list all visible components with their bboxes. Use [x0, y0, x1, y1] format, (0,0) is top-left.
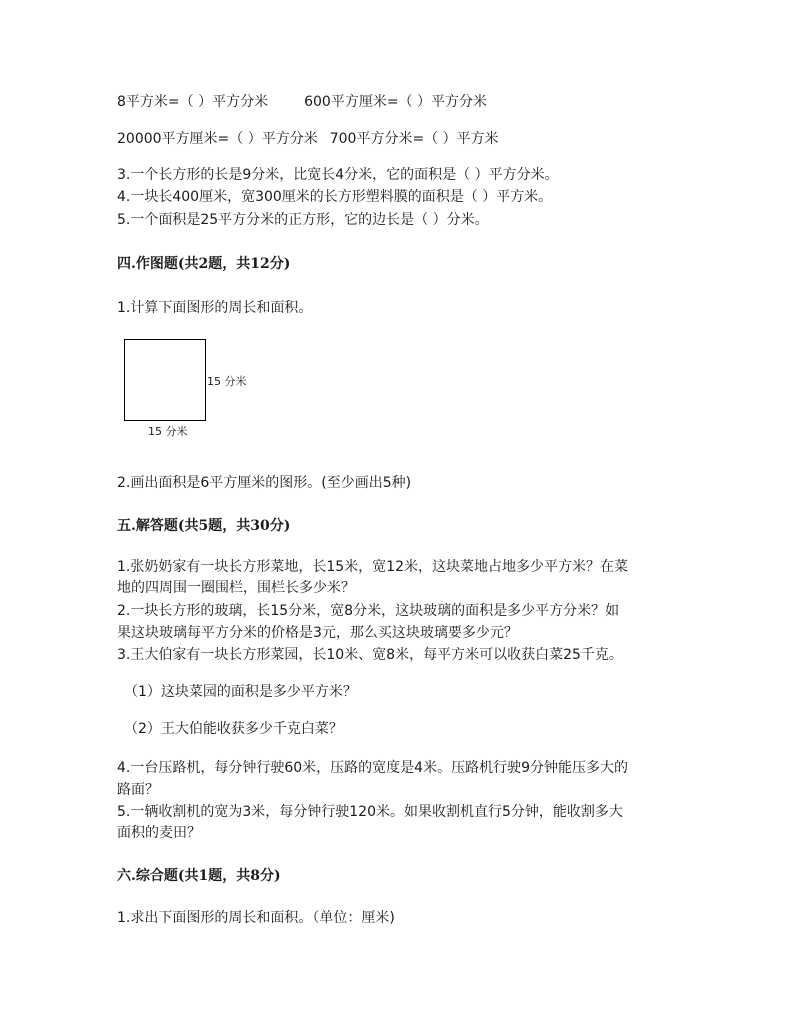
- section-5-question-4-line-1: 4.一台压路机，每分钟行驶60米，压路的宽度是4米。压路机行驶9分钟能压多大的: [117, 760, 628, 776]
- section-5-question-3-sub-1: （1）这块菜园的面积是多少平方米？: [124, 684, 357, 700]
- question-3: 3.一个长方形的长是9分米，比宽长4分米，它的面积是（ ）平方分米。: [117, 167, 559, 183]
- conversion-item: 20000平方厘米=（ ）平方分米: [117, 131, 318, 147]
- section-5-question-2-line-2: 果这块玻璃每平方分米的价格是3元，那么买这块玻璃要多少元？: [117, 625, 518, 641]
- section-5-question-5-line-1: 5.一辆收割机的宽为3米，每分钟行驶120米。如果收割机直行5分钟，能收割多大: [117, 804, 623, 820]
- section-5-heading: 五.解答题(共5题，共30分): [117, 518, 291, 534]
- square-figure: [117, 336, 287, 440]
- section-5-question-3: 3.王大伯家有一块长方形菜园，长10米、宽8米，每平方米可以收获白菜25千克。: [117, 647, 623, 663]
- conversion-row-1: [117, 92, 487, 112]
- section-4-heading: 四.作图题(共2题，共12分): [117, 256, 291, 272]
- section-6-question-1: 1.求出下面图形的周长和面积。（单位：厘米): [117, 910, 395, 926]
- section-5-question-5-line-2: 面积的麦田？: [117, 825, 201, 841]
- square-bottom-label: 15 分米: [148, 425, 188, 438]
- conversion-item: 8平方米=（ ）平方分米: [117, 94, 269, 110]
- conversion-row-2: [117, 129, 499, 149]
- section-5-question-4-line-2: 路面？: [117, 782, 159, 798]
- section-5-question-2-line-1: 2.一块长方形的玻璃，长15分米，宽8分米，这块玻璃的面积是多少平方分米？如: [117, 603, 620, 619]
- question-5: 5.一个面积是25平方分米的正方形，它的边长是（ ）分米。: [117, 212, 489, 228]
- conversion-item: 600平方厘米=（ ）平方分米: [304, 94, 487, 110]
- section-5-question-1-line-2: 地的四周围一圈围栏，围栏长多少米？: [117, 580, 355, 596]
- square-shape: [124, 339, 206, 421]
- section-4-question-2: 2.画出面积是6平方厘米的图形。(至少画出5种): [117, 475, 412, 491]
- section-5-question-1-line-1: 1.张奶奶家有一块长方形菜地，长15米，宽12米，这块菜地占地多少平方米？在菜: [117, 559, 628, 575]
- conversion-item: 700平方分米=（ ）平方米: [329, 131, 499, 147]
- question-4: 4.一块长400厘米，宽300厘米的长方形塑料膜的面积是（ ）平方米。: [117, 189, 553, 205]
- section-4-question-1: 1.计算下面图形的周长和面积。: [117, 300, 313, 316]
- section-6-heading: 六.综合题(共1题，共8分): [117, 868, 281, 884]
- section-5-question-3-sub-2: （2）王大伯能收获多少千克白菜？: [124, 721, 343, 737]
- square-side-label: 15 分米: [207, 375, 247, 388]
